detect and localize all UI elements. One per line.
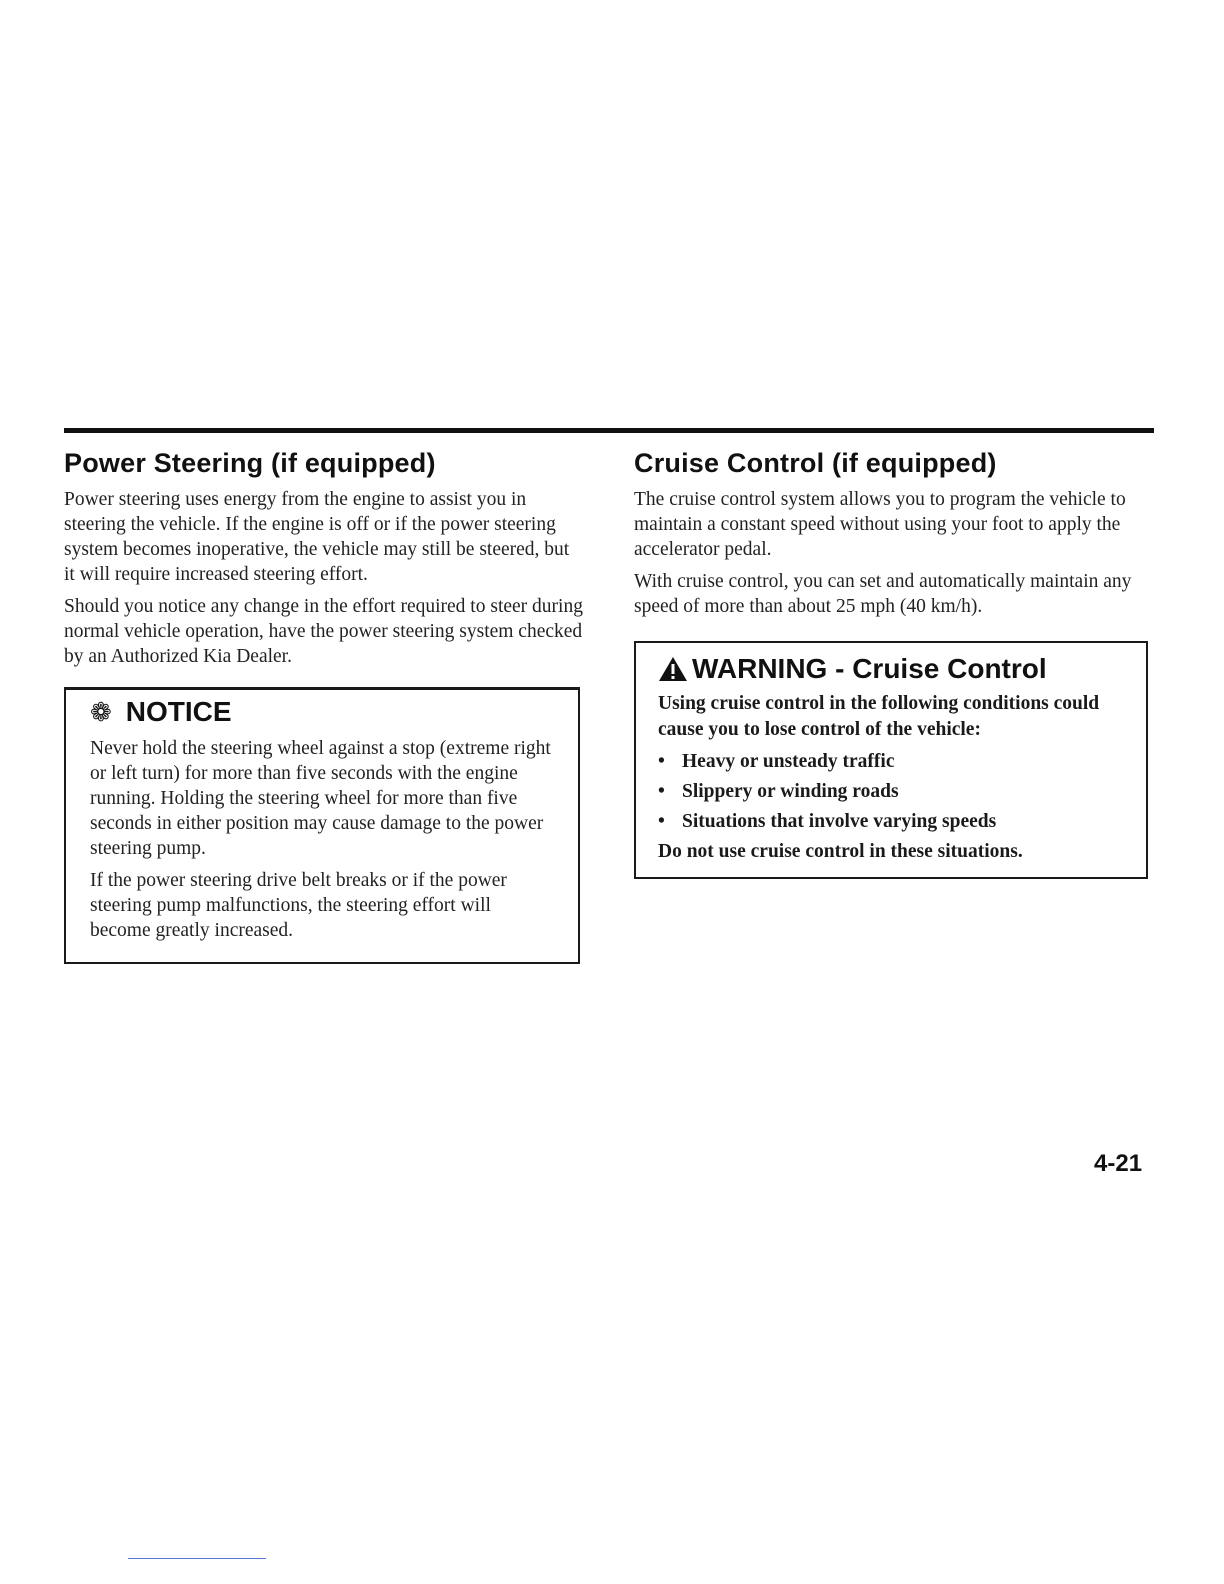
footer-divider (128, 1558, 266, 1559)
notice-box (64, 687, 580, 964)
power-steering-paragraph-2: Should you notice any change in the effort required to steer during normal vehicle operation, have the power steering system checked by an Authorized Kia Dealer. (64, 596, 583, 667)
warning-item-text: Slippery or winding roads (682, 781, 899, 802)
power-steering-section (64, 448, 584, 964)
notice-title: NOTICE (125, 696, 232, 727)
section-top-rule (64, 428, 1154, 433)
warning-box (634, 641, 1148, 879)
warning-item-text: Situations that involve varying speeds (682, 811, 997, 832)
warning-heading (658, 653, 1124, 685)
bullet-icon: • (658, 751, 665, 772)
warning-item-text: Heavy or unsteady traffic (682, 751, 895, 772)
power-steering-paragraph-1: Power steering uses energy from the engine to assist you in steering the vehicle. If the engine is off or if the power steering system becomes inoperative, the vehicle may still be steered, but it will require increased steering effort. (64, 489, 570, 585)
warning-closing: Do not use cruise control in these situations. (658, 841, 1023, 862)
list-item (658, 777, 1124, 807)
cruise-control-title: Cruise Control (if equipped) (634, 448, 997, 478)
bullet-icon: • (658, 811, 665, 832)
power-steering-title: Power Steering (if equipped) (64, 448, 436, 478)
warning-title: WARNING - Cruise Control (692, 653, 1047, 684)
asterisk-icon: ❁ (90, 697, 112, 727)
notice-heading (90, 696, 556, 728)
cruise-control-paragraph-1: The cruise control system allows you to program the vehicle to maintain a constant speed without using your foot to apply the accelerator pedal. (634, 489, 1126, 560)
cruise-control-section (634, 448, 1154, 879)
notice-paragraph-1: Never hold the steering wheel against a stop (extreme right or left turn) for more than five seconds with the engine running. Holding the steering wheel for more than five seconds in either position may cause damage to the power steering pump. (90, 738, 551, 859)
warning-list (658, 747, 1124, 837)
warning-triangle-icon (658, 656, 688, 682)
bullet-icon: • (658, 781, 665, 802)
page-number: 4-21 (1094, 1150, 1143, 1177)
warning-intro: Using cruise control in the following conditions could cause you to lose control of the vehicle: (658, 693, 1100, 740)
list-item (658, 747, 1124, 777)
notice-paragraph-2: If the power steering drive belt breaks or if the power steering pump malfunctions, the steering effort will become greatly increased. (90, 870, 507, 941)
cruise-control-paragraph-2: With cruise control, you can set and automatically maintain any speed of more than about 25 mph (40 km/h). (634, 571, 1132, 617)
list-item (658, 807, 1124, 837)
